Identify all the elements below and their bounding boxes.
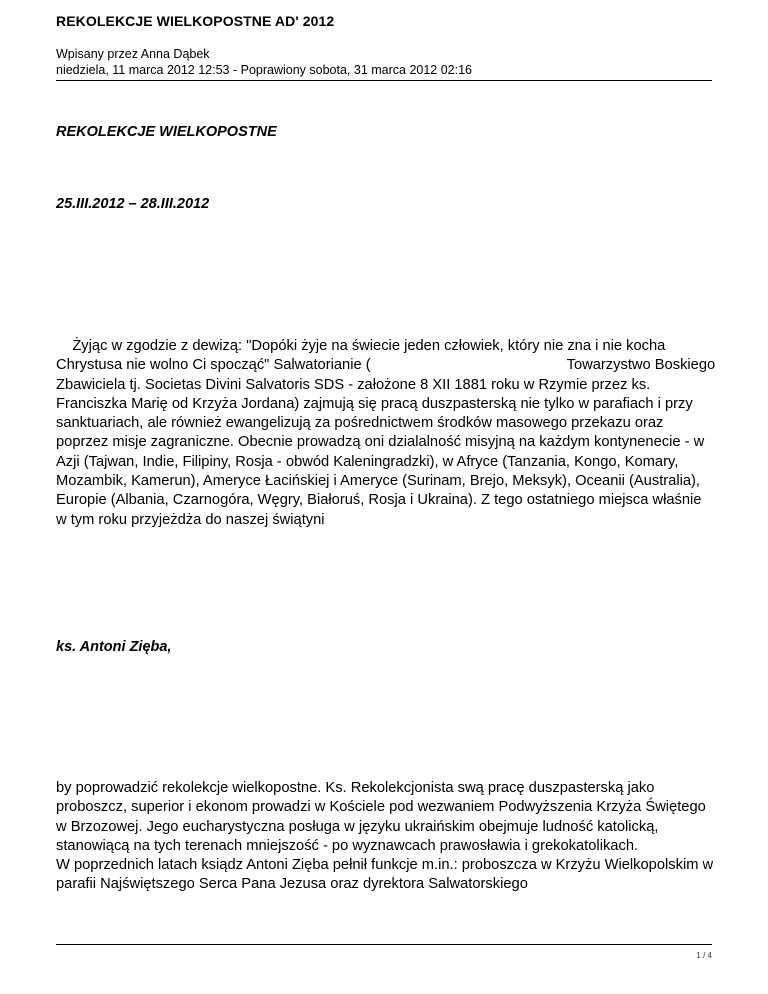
intro-text-start: Żyjąc w zgodzie z dewizą: "Dopóki żyje na świecie jeden człowiek, który nie zna i nie kocha Chrystusa nie wolno Ci spocząć" Salwatorianie ( — [56, 338, 666, 374]
page-header — [56, 12, 712, 78]
section-heading: REKOLEKCJE WIELKOPOSTNE — [56, 124, 277, 140]
date-line: niedziela, 11 marca 2012 12:53 - Poprawiony sobota, 31 marca 2012 02:16 — [56, 63, 473, 77]
footer-divider — [56, 944, 712, 945]
retreat-text-2: W poprzednich latach ksiądz Antoni Zięba pełnił funkcje m.in.: proboszcza w Krzyżu Wielkopolskim w parafii Najświętszego Serca Pana Jezusa oraz dyrektora Salwatorskiego — [56, 857, 714, 893]
intro-text-end: Towarzystwo Boskiego Zbawiciela tj. Societas Divini Salvatoris SDS - założone 8 XII 1881 roku w Rzymie przez ks. Franciszka Marię od Krzyża Jordana) zajmują się pracą duszpasterską nie tylko w parafiach i przy sanktuariach, ale również ewangelizują za pośrednictwem środków masowego przekazu oraz poprzez misje zagraniczne. Obecnie prowadzą oni dzialalność misyjną na każdym kontynenecie - w Azji (Tajwan, Indie, Filipiny, Rosja - obwód Kaleningradzki), w Afryce (Tanzania, Kongo, Komary, Mozambik, Kamerun), Ameryce Łacińskiej i Ameryce (Surinam, Brejo, Meksyk), Oceanii (Australia), Europie (Albania, Czarnogóra, Węgry, Białoruś, Rosja i Ukraina). Z tego ostatniego miejsca właśnie w tym roku przyjeżdża do naszej świątyni — [56, 357, 716, 528]
priest-name-heading: ks. Antoni Zięba, — [56, 639, 172, 655]
article-meta — [56, 46, 712, 78]
retreat-paragraph — [56, 779, 716, 895]
author-line: Wpisany przez Anna Dąbek — [56, 47, 210, 61]
retreat-text-1: by poprowadzić rekolekcje wielkopostne. Ks. Rekolekcjonista swą pracę duszpasterską jako proboszcz, superior i ekonom prowadzi w Kościele pod wezwaniem Podwyższenia Krzyża Świętego w Brzozowej. Jego eucharystyczna posługa w języku ukraińskim obejmuje ludność katolicką, stanowiącą na tych terenach mniejszość - po wyznawcach prawosławia i grekokatolikach. — [56, 780, 706, 854]
page-number: 1 / 4 — [696, 951, 712, 960]
document-title: REKOLEKCJE WIELKOPOSTNE AD' 2012 — [56, 13, 335, 29]
intro-paragraph — [56, 337, 716, 530]
header-divider — [56, 80, 712, 81]
dates-heading: 25.III.2012 – 28.III.2012 — [56, 196, 210, 212]
